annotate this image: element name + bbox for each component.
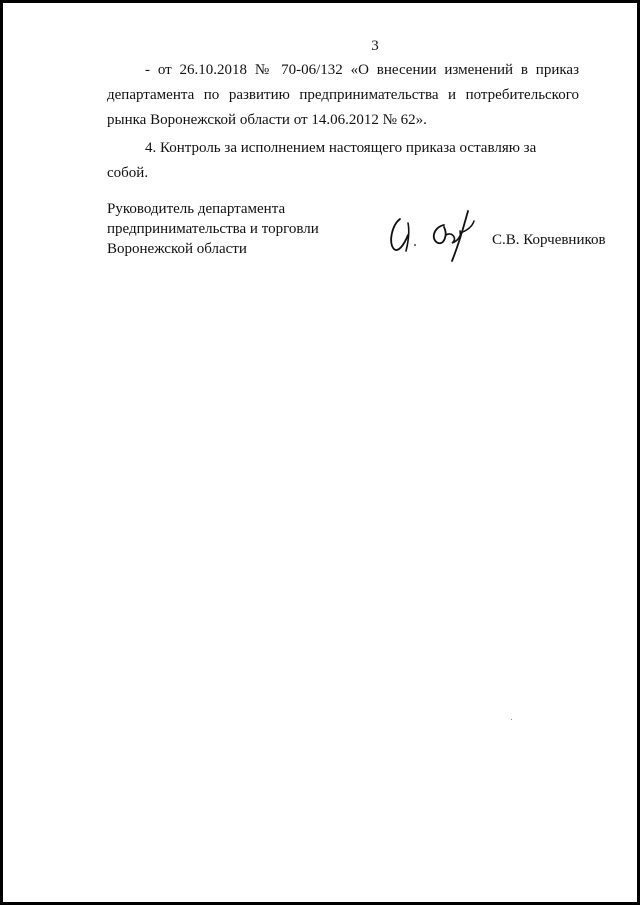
handwritten-signature <box>386 205 486 265</box>
page-number: 3 <box>371 38 379 54</box>
paragraph-amendment-reference <box>107 58 579 133</box>
signatory-title-line-3: Воронежской области <box>107 241 247 257</box>
signatory-name: С.В. Корчевников <box>492 232 606 248</box>
paragraph-continuation: департамента по развитию предпринимательства и потребительского рынка Воронежской области от 14.06.2012 № 62». <box>107 87 579 128</box>
signatory-title <box>107 199 319 259</box>
page-border-left <box>0 0 3 905</box>
scan-speck <box>511 719 512 720</box>
page-border-top <box>0 0 640 3</box>
signatory-title-line-1: Руководитель департамента <box>107 201 286 217</box>
paragraph-control-clause: 4. Контроль за исполнением настоящего приказа оставляю за собой. <box>107 140 537 181</box>
signatory-title-line-2: предпринимательства и торговли <box>107 221 319 237</box>
paragraph-first-line: - от 26.10.2018 № 70-06/132 «О внесении изменений в приказ <box>145 62 579 78</box>
